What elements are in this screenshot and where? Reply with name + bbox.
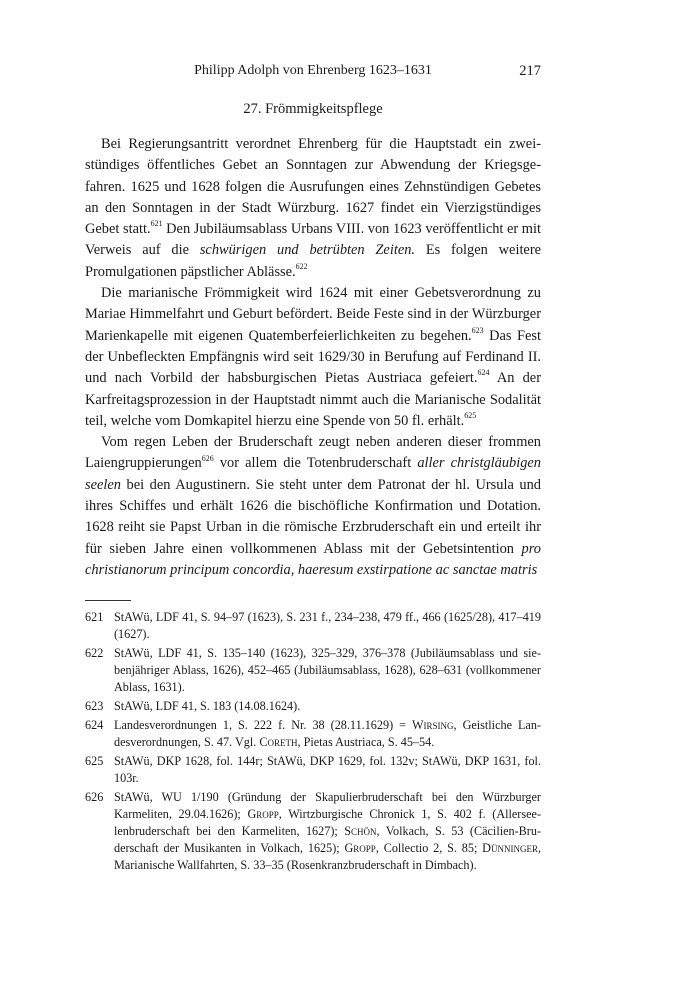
author-name: Dünninger — [482, 841, 538, 855]
text-run: Vom regen Leben der Bruderschaft zeugt neben anderen dieser frommen Laiengruppierungen — [85, 434, 541, 472]
footnote-ref-623[interactable]: 623 — [471, 325, 484, 335]
footnote-number: 623 — [85, 699, 104, 713]
italic-latin-quote: pro christianorum principum concordia, haeresum exstirpatione ac sanctae matris — [85, 540, 541, 578]
footnote-text: , Marianische Wallfahrten, S. 33–35 (Rosenkranzbruderschaft in Dimbach). — [114, 841, 541, 872]
footnote-text: , Pietas Austriaca, S. 45–54. — [297, 735, 435, 749]
footnote-626 — [85, 789, 541, 874]
footnote-ref-622[interactable]: 622 — [295, 261, 308, 271]
paragraph-2 — [85, 283, 541, 432]
footnote-text: StAWü, DKP 1628, fol. 144r; StAWü, DKP 1629, fol. 132v; StAWü, DKP 1631, fol. 103r. — [114, 754, 541, 785]
footnote-text: StAWü, LDF 41, S. 183 (14.08.1624). — [114, 699, 301, 713]
footnote-624 — [85, 717, 541, 751]
footnotes — [85, 609, 541, 876]
footnote-number: 624 — [85, 718, 104, 732]
footnote-text: , Volkach, S. 53 (Cäcilien-Bruderschaft der Musikanten in Volkach, 1625); — [114, 824, 541, 855]
italic-quote: schwürigen und betrübten Zeiten. — [199, 242, 415, 259]
footnote-621 — [85, 609, 541, 643]
paragraph-1 — [85, 134, 541, 283]
footnote-text: StAWü, LDF 41, S. 94–97 (1623), S. 231 f., 234–238, 479 ff., 466 (1625/28), 417–419 (1627). — [114, 610, 541, 641]
section-title: 27. Frömmigkeitspflege — [243, 101, 383, 117]
paragraph-3 — [85, 432, 541, 581]
running-head — [85, 63, 541, 83]
body-text — [85, 134, 541, 581]
footnote-text: StAWü, WU 1/190 (Gründung der Skapulierbruderschaft bei den Würzburger Karmeliten, 29.04.1626); — [114, 790, 541, 821]
author-name: Gropp — [344, 841, 376, 855]
author-name: Gropp — [247, 807, 279, 821]
footnote-text: , Geistliche Landesverordnungen, S. 47. Vgl. — [114, 718, 541, 749]
page-number: 217 — [519, 63, 541, 79]
footnote-text: StAWü, LDF 41, S. 135–140 (1623), 325–329, 376–378 (Jubiläumsablass und siebenjähriger Ablass, 1626), 452–465 (Jubiläumsablass, 1628), 628–631 (vollkommener Ablass, 1631). — [114, 646, 541, 694]
footnote-text: , Wirtzburgische Chronick 1, S. 402 f. (Allerseelenbruderschaft bei den Karmeliten, 1627); — [114, 807, 541, 838]
footnote-text: Landesverordnungen 1, S. 222 f. Nr. 38 (28.11.1629) = — [114, 718, 413, 732]
italic-quote: aller christgläubigen seelen — [85, 455, 541, 493]
footnote-number: 622 — [85, 646, 104, 660]
footnote-ref-624[interactable]: 624 — [477, 368, 490, 378]
text-run: Den Jubiläumsablass Urbans VIII. von 1623 veröffentlicht er mit Verweis auf die — [85, 221, 541, 259]
footnote-625 — [85, 753, 541, 787]
author-name: Coreth — [259, 735, 298, 749]
text-run: Es folgen weitere Promulgationen päpstlicher Ablässe. — [85, 242, 542, 280]
author-name: Wirsing — [412, 718, 454, 732]
footnote-ref-626[interactable]: 626 — [201, 453, 214, 463]
running-title: Philipp Adolph von Ehrenberg 1623–1631 — [194, 63, 432, 78]
footnote-ref-621[interactable]: 621 — [150, 219, 163, 229]
footnote-623 — [85, 698, 541, 715]
footnote-ref-625[interactable]: 625 — [464, 411, 477, 421]
text-run: Bei Regierungsantritt verordnet Ehrenberg für die Hauptstadt ein zweistündiges öffentliches Gebet an Sonntagen zur Abwendung der Kriegsgefahren. 1625 und 1628 folgen die Ausrufungen eines Zehnstündigen Gebetes an den Sonntagen in der Stadt Würzburg. 1627 findet ein Vierzigstündiges Gebet statt. — [85, 136, 541, 238]
text-run: vor allem die Totenbruderschaft — [213, 455, 418, 472]
footnote-number: 626 — [85, 790, 104, 804]
footnote-number: 621 — [85, 610, 104, 624]
footnote-separator — [85, 600, 131, 601]
footnote-number: 625 — [85, 754, 104, 768]
footnote-622 — [85, 645, 541, 696]
text-run: Die marianische Frömmigkeit wird 1624 mit einer Gebetsverordnung zu Mariae Himmelfahrt und Geburt befördert. Beide Feste sind in der Würzburger Marienkapelle mit eigenen Quatemberfeierlichkeiten zu begehen. — [85, 285, 541, 344]
author-name: Schön — [344, 824, 377, 838]
text-run: Das Fest der Unbefleckten Empfängnis wird seit 1629/30 in Berufung auf Ferdinand II. und nach Vorbild der habsburgischen Pietas Austriaca gefeiert. — [85, 327, 541, 387]
footnote-text: , Collectio 2, S. 85; — [375, 841, 483, 855]
text-run: An der Karfreitagsprozession in der Hauptstadt nimmt auch die Marianische Sodalität teil, welche vom Domkapitel hierzu eine Spende von 50 fl. erhält. — [85, 370, 541, 429]
text-run: bei den Augustinern. Sie steht unter dem Patronat der hl. Ursula und ihres Schiffes und erhält 1626 die bischöfliche Konfirmation und Dotation. 1628 reiht sie Papst Urban in die römische Erzbruderschaft ein und erteilt ihr für sieben Jahre einen vollkommenen Ablass mit der Gebetsintention — [85, 476, 541, 557]
